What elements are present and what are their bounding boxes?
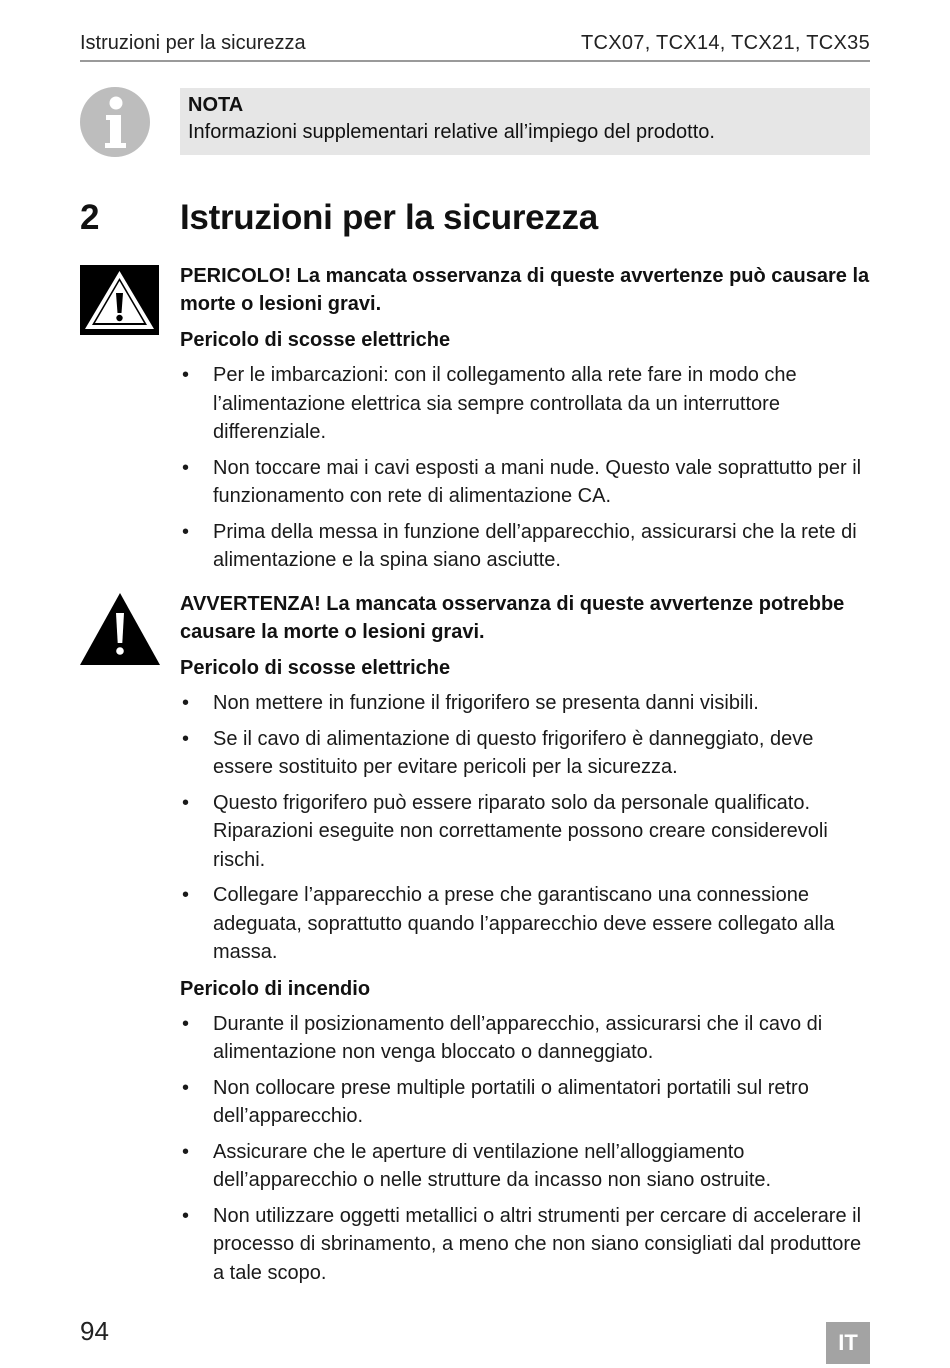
list-item: • Prima della messa in funzione dell’apparecchio, assicurarsi che la rete di alimentazione e la spina siano asciutte. (180, 518, 870, 575)
list-item: • Non utilizzare oggetti metallici o altri strumenti per cercare di accelerare il processo di sbrinamento, a meno che non siano consigliati dal produttore a tale scopo. (180, 1202, 870, 1288)
section-number: 2 (80, 198, 100, 237)
danger-list (180, 361, 870, 575)
page-header (80, 30, 870, 62)
warning-triangle-icon (80, 593, 160, 665)
header-chapter-title: Istruzioni per la sicurezza (80, 32, 306, 54)
list-item: • Durante il posizionamento dell’apparecchio, assicurarsi che il cavo di alimentazione non venga bloccato o danneggiato. (180, 1010, 870, 1067)
warning-subheading-fire: Pericolo di incendio (180, 977, 371, 1000)
note-title: NOTA (188, 94, 244, 116)
list-item: • Non collocare prese multiple portatili o alimentatori portatili sul retro dell’apparecchio. (180, 1074, 870, 1131)
warning-block (180, 590, 870, 1287)
warning-list-electric (180, 689, 870, 967)
danger-signal-text: PERICOLO! La mancata osservanza di queste avvertenze può causare la morte o lesioni gravi. (180, 265, 870, 315)
list-item: • Non mettere in funzione il frigorifero se presenta danni visibili. (180, 689, 870, 718)
list-item: • Assicurare che le aperture di ventilazione nell’alloggiamento dell’apparecchio o nelle strutture da incasso non siano ostruite. (180, 1138, 870, 1195)
language-badge: IT (826, 1322, 870, 1364)
warning-subheading-electric: Pericolo di scosse elettriche (180, 657, 451, 679)
warning-signal-text: AVVERTENZA! La mancata osservanza di queste avvertenze potrebbe causare la morte o lesioni gravi. (180, 593, 845, 643)
danger-triangle-icon (80, 265, 159, 335)
header-model-list: TCX07, TCX14, TCX21, TCX35 (580, 32, 870, 54)
list-item: • Per le imbarcazioni: con il collegamento alla rete fare in modo che l’alimentazione elettrica sia sempre controllata da un interruttore differenziale. (180, 361, 870, 447)
danger-subheading: Pericolo di scosse elettriche (180, 329, 451, 351)
warning-list-fire (180, 1010, 870, 1288)
note-box (180, 88, 870, 155)
list-item: • Questo frigorifero può essere riparato solo da personale qualificato. Riparazioni eseguite non correttamente possono creare considerevoli rischi. (180, 789, 870, 875)
note-text: Informazioni supplementari relative all’impiego del prodotto. (188, 121, 715, 143)
page-number: 94 (80, 1316, 109, 1346)
info-icon (80, 87, 150, 157)
danger-block (180, 262, 870, 575)
list-item: • Se il cavo di alimentazione di questo frigorifero è danneggiato, deve essere sostituito per evitare pericoli per la sicurezza. (180, 725, 870, 782)
section-title: Istruzioni per la sicurezza (180, 198, 598, 237)
list-item: • Collegare l’apparecchio a prese che garantiscano una connessione adeguata, soprattutto quando l’apparecchio deve essere collegato alla massa. (180, 881, 870, 967)
list-item: • Non toccare mai i cavi esposti a mani nude. Questo vale soprattutto per il funzionamento con rete di alimentazione CA. (180, 454, 870, 511)
